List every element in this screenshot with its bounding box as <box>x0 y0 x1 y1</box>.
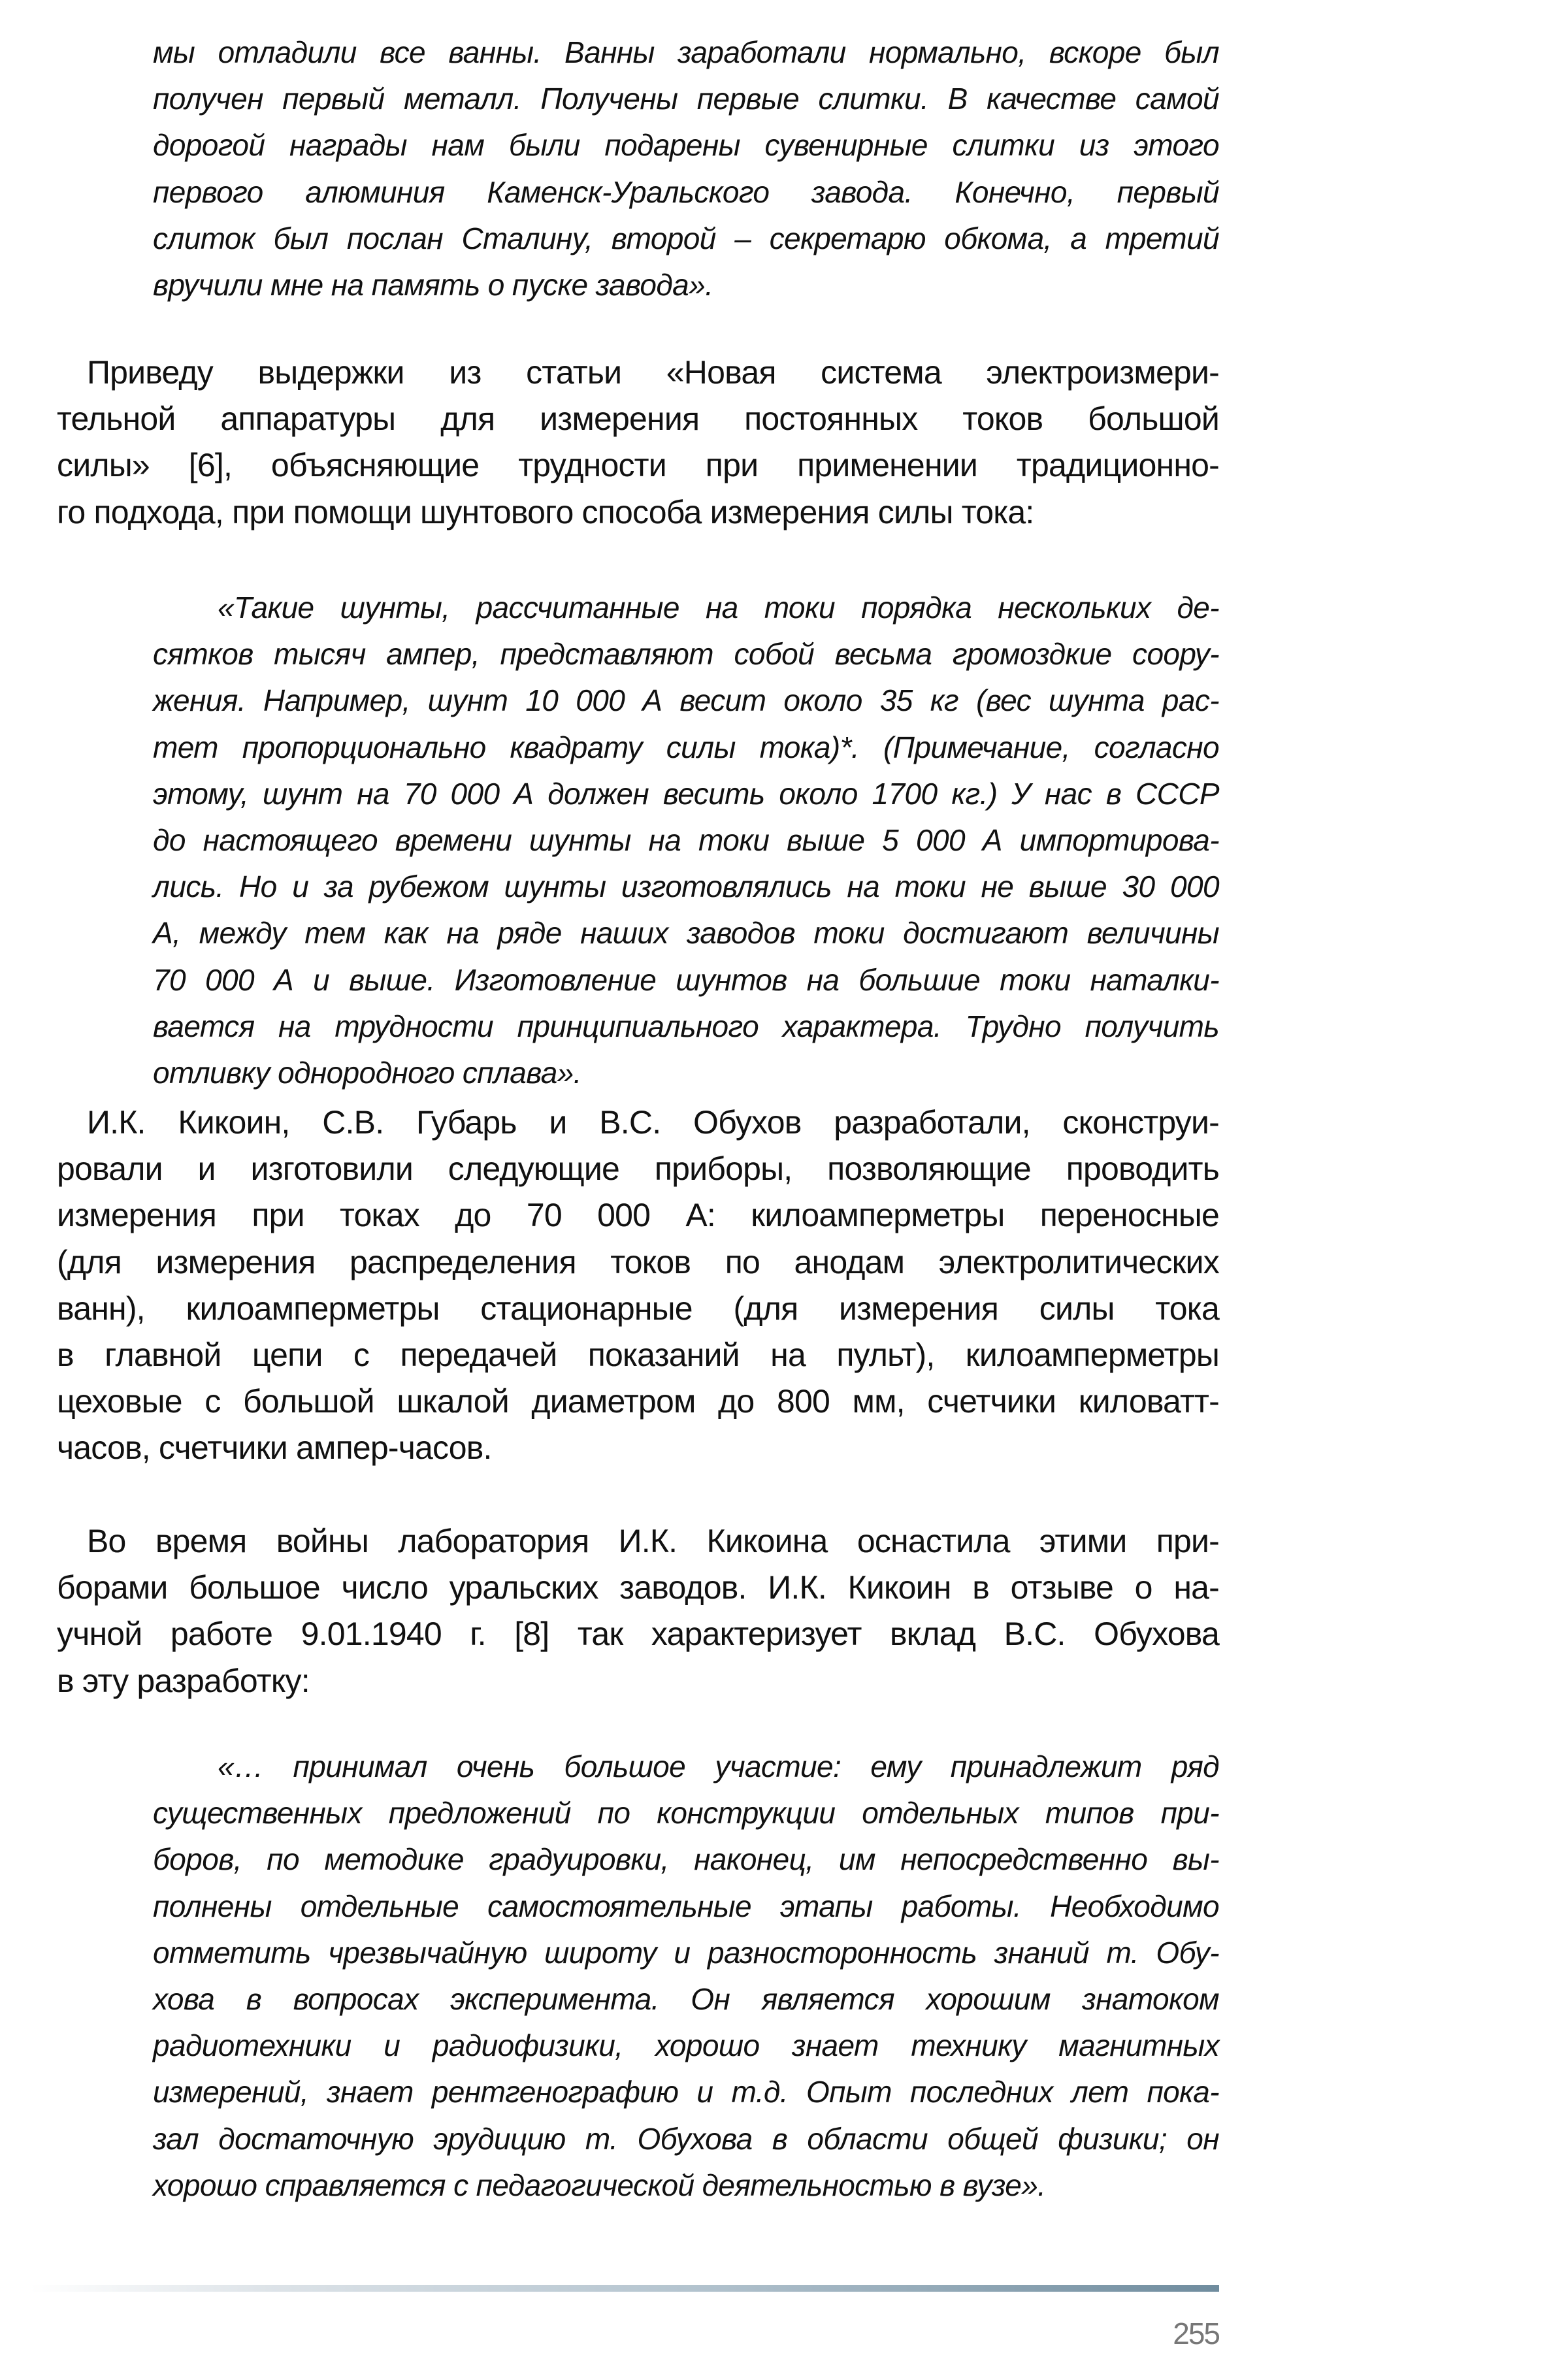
text-line: ванн), килоамперметры стационарные (для измерения силы тока <box>57 1290 1219 1327</box>
text-line: полнены отдельные самостоятельные этапы работы. Необходимо <box>153 1889 1219 1923</box>
text-line: Во время войны лаборатория И.К. Кикоина оснастила этими при- <box>87 1523 1219 1559</box>
text-line: существенных предложений по конструкции отдельных типов при- <box>153 1796 1219 1830</box>
text-line: отметить чрезвычайную широту и разносторонность знаний т. Обу- <box>153 1935 1219 1970</box>
text-line: хова в вопросах эксперимента. Он является хорошим знатоком <box>153 1981 1219 2016</box>
text-line: «… принимал очень большое участие: ему принадлежит ряд <box>218 1749 1219 1783</box>
text-line: получен первый металл. Получены первые слитки. В качестве самой <box>153 82 1219 116</box>
text-line: боров, по методике градуировки, наконец, им непосредственно вы- <box>153 1842 1219 1877</box>
paragraph-war-time <box>57 1518 1219 1704</box>
text-line: борами большое число уральских заводов. И.К. Кикоин в отзыве о на- <box>57 1569 1219 1606</box>
quote-block-kikoin-review <box>153 1744 1219 2209</box>
text-line: Приведу выдержки из статьи «Новая система электроизмери- <box>87 354 1219 391</box>
text-line: измерений, знает рентгенографию и т.д. Опыт последних лет пока- <box>153 2075 1219 2109</box>
text-line: радиотехники и радиофизики, хорошо знает технику магнитных <box>153 2028 1219 2063</box>
text-line: сятков тысяч ампер, представляют собой весьма громоздкие соору- <box>153 637 1219 672</box>
text-line: И.К. Кикоин, С.В. Губарь и В.С. Обухов разработали, сконструи- <box>87 1104 1219 1141</box>
text-line: тет пропорционально квадрату силы тока)*. (Примечание, согласно <box>153 730 1219 764</box>
text-line: лись. Но и за рубежом шунты изготовлялись на токи не выше 30 000 <box>153 870 1219 904</box>
quote-block-shunts <box>153 585 1219 1096</box>
text-line: первого алюминия Каменск-Уральского завода. Конечно, первый <box>153 174 1219 209</box>
text-line: мы отладили все ванны. Ванны заработали нормально, вскоре был <box>153 35 1219 69</box>
text-line: жения. Например, шунт 10 000 А весит около 35 кг (вес шунта рас- <box>153 683 1219 718</box>
text-line: слиток был послан Сталину, второй – секретарю обкома, а третий <box>153 221 1219 255</box>
text-line: вается на трудности принципиального характера. Трудно получить <box>153 1009 1219 1043</box>
text-line: этому, шунт на 70 000 А должен весить около 1700 кг.) У нас в СССР <box>153 776 1219 811</box>
text-line: цеховые с большой шкалой диаметром до 800 мм, счетчики киловатт- <box>57 1383 1219 1420</box>
paragraph-article-excerpt-intro <box>57 350 1219 536</box>
text-line: зал достаточную эрудицию т. Обухова в области общей физики; он <box>153 2121 1219 2156</box>
text-line: «Такие шунты, рассчитанные на токи порядка нескольких де- <box>218 591 1219 625</box>
text-line: (для измерения распределения токов по анодам электролитических <box>57 1243 1219 1280</box>
footer-rule <box>30 2285 1219 2292</box>
text-line: го подхода, при помощи шунтового способа измерения силы тока: <box>57 493 1034 530</box>
text-line: ровали и изготовили следующие приборы, позволяющие проводить <box>57 1150 1219 1188</box>
quote-block-launch-memoir <box>153 29 1219 308</box>
text-line: 70 000 А и выше. Изготовление шунтов на большие токи наталки- <box>153 962 1219 997</box>
text-line: А, между тем как на ряде наших заводов токи достигают величины <box>153 916 1219 951</box>
page-number: 255 <box>1173 2317 1219 2351</box>
text-line: учной работе 9.01.1940 г. [8] так характеризует вклад В.С. Обухова <box>57 1616 1219 1653</box>
text-line: в главной цепи с передачей показаний на пульт), килоамперметры <box>57 1336 1219 1373</box>
text-line: часов, счетчики ампер-часов. <box>57 1429 492 1467</box>
text-line: отливку однородного сплава». <box>153 1055 581 1090</box>
paragraph-instruments <box>57 1099 1219 1472</box>
text-line: до настоящего времени шунты на токи выше 5 000 А импортирова- <box>153 822 1219 857</box>
text-line: измерения при токах до 70 000 А: килоамперметры переносные <box>57 1197 1219 1234</box>
text-line: дорогой награды нам были подарены сувенирные слитки из этого <box>153 128 1219 163</box>
text-line: хорошо справляется с педагогической деятельностью в вузе». <box>153 2168 1046 2202</box>
text-line: силы» [6], объясняющие трудности при применении традиционно- <box>57 447 1219 484</box>
text-line: в эту разработку: <box>57 1662 310 1699</box>
text-line: тельной аппаратуры для измерения постоянных токов большой <box>57 400 1219 438</box>
text-line: вручили мне на память о пуске завода». <box>153 267 713 302</box>
